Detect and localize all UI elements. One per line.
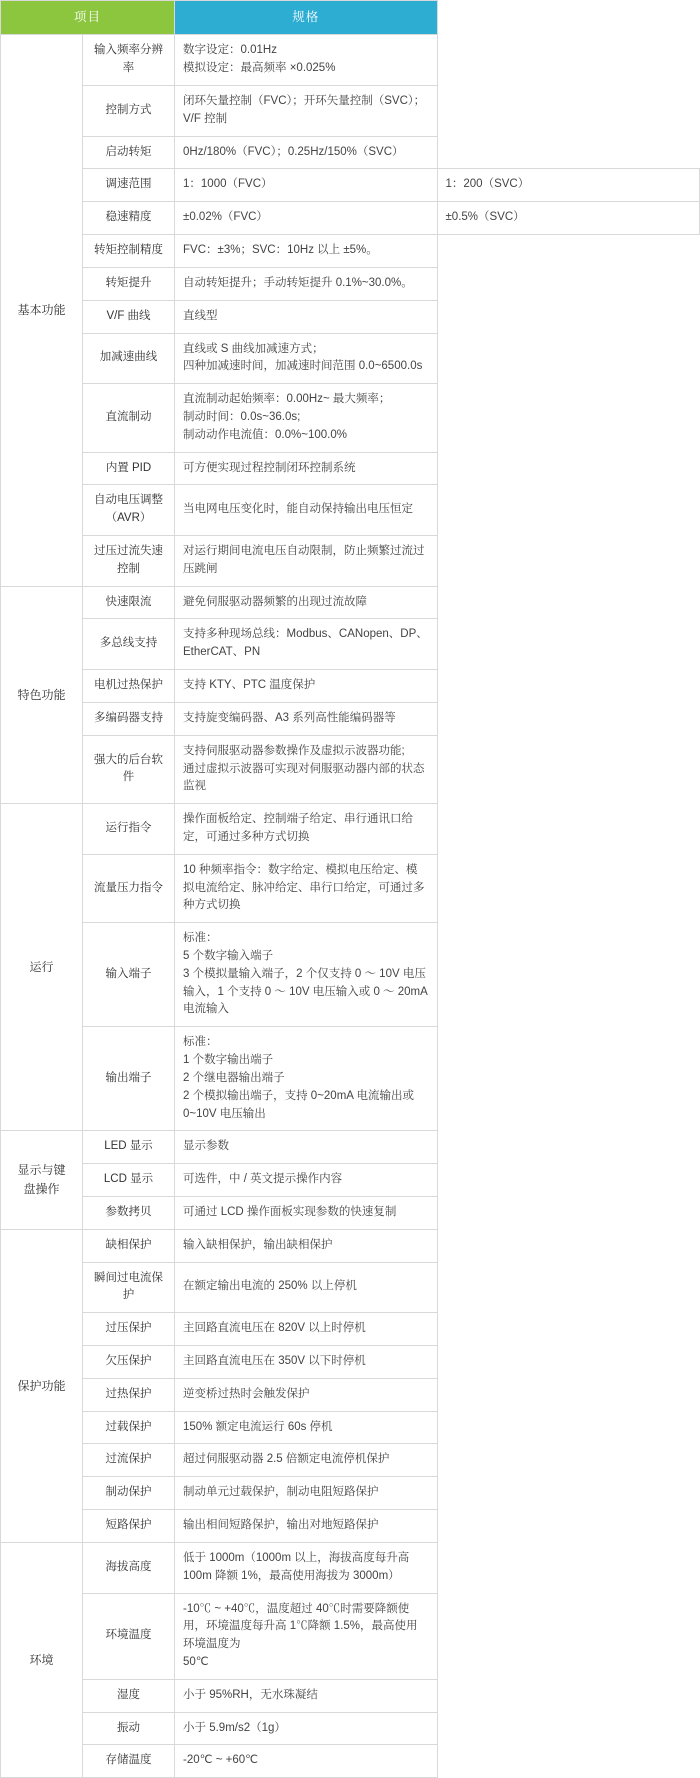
table-row xyxy=(1,1229,700,1262)
row-item-label: 输入频率分辨率 xyxy=(83,35,175,86)
row-value: 低于 1000m（1000m 以上，海拔高度每升高 100m 降额 1%，最高使用海拔为 3000m） xyxy=(175,1542,437,1593)
row-item-label: 输出端子 xyxy=(83,1027,175,1131)
table-row xyxy=(1,1542,700,1593)
row-value: 自动转矩提升；手动转矩提升 0.1%~30.0%。 xyxy=(175,267,437,300)
row-item-label: 电机过热保护 xyxy=(83,670,175,703)
group-label: 环境 xyxy=(1,1542,83,1777)
row-item-label: 强大的后台软件 xyxy=(83,735,175,803)
group-label: 特色功能 xyxy=(1,586,83,804)
table-row xyxy=(1,333,700,384)
table-row xyxy=(1,1346,700,1379)
row-item-label: 过流保护 xyxy=(83,1444,175,1477)
table-row xyxy=(1,235,700,268)
table-row xyxy=(1,202,700,235)
row-value: -10℃ ~ +40℃，温度超过 40℃时需要降额使用，环境温度每升高 1℃降额 1.5%，最高使用环境温度为 50℃ xyxy=(175,1593,437,1679)
row-value: 150% 额定电流运行 60s 停机 xyxy=(175,1411,437,1444)
row-value: 10 种频率指令：数字给定、模拟电压给定、模拟电流给定、脉冲给定、串行口给定，可通过多种方式切换 xyxy=(175,854,437,922)
group-label: 运行 xyxy=(1,804,83,1131)
table-row xyxy=(1,1745,700,1778)
row-value: FVC：±3%；SVC：10Hz 以上 ±5%。 xyxy=(175,235,437,268)
row-item-label: 快速限流 xyxy=(83,586,175,619)
table-row xyxy=(1,300,700,333)
row-item-label: 缺相保护 xyxy=(83,1229,175,1262)
row-value: 主回路直流电压在 350V 以下时停机 xyxy=(175,1346,437,1379)
row-value: 1：1000（FVC） xyxy=(175,169,437,202)
table-row xyxy=(1,86,700,137)
table-row xyxy=(1,136,700,169)
row-item-label: 稳速精度 xyxy=(83,202,175,235)
table-row xyxy=(1,267,700,300)
table-row xyxy=(1,384,700,452)
table-row xyxy=(1,619,700,670)
row-value: 输入缺相保护，输出缺相保护 xyxy=(175,1229,437,1262)
row-value: 支持旋变编码器、A3 系列高性能编码器等 xyxy=(175,702,437,735)
table-row xyxy=(1,1027,700,1131)
row-item-label: 启动转矩 xyxy=(83,136,175,169)
row-value-secondary: 1：200（SVC） xyxy=(437,169,700,202)
row-value: 对运行期间电流电压自动限制，防止频繁过流过压跳闸 xyxy=(175,536,437,587)
row-item-label: V/F 曲线 xyxy=(83,300,175,333)
row-item-label: 过热保护 xyxy=(83,1378,175,1411)
row-value: 输出相间短路保护，输出对地短路保护 xyxy=(175,1510,437,1543)
row-value: 标准： 5 个数字输入端子 3 个模拟量输入端子，2 个仅支持 0 ～ 10V 电压输入，1 个支持 0 ～ 10V 电压输入或 0 ～ 20mA 电流输入 xyxy=(175,923,437,1027)
row-item-label: 湿度 xyxy=(83,1679,175,1712)
table-row xyxy=(1,1510,700,1543)
table-row xyxy=(1,452,700,485)
row-value: 标准： 1 个数字输出端子 2 个继电器输出端子 2 个模拟输出端子，支持 0~20mA 电流输出或 0~10V 电压输出 xyxy=(175,1027,437,1131)
row-item-label: 环境温度 xyxy=(83,1593,175,1679)
row-item-label: LCD 显示 xyxy=(83,1164,175,1197)
row-item-label: 转矩提升 xyxy=(83,267,175,300)
header-spec: 规格 xyxy=(175,1,437,35)
row-value: ±0.02%（FVC） xyxy=(175,202,437,235)
group-label: 显示与键 盘操作 xyxy=(1,1131,83,1229)
row-item-label: 振动 xyxy=(83,1712,175,1745)
table-row xyxy=(1,1593,700,1679)
table-row xyxy=(1,586,700,619)
row-value: 制动单元过载保护，制动电阻短路保护 xyxy=(175,1477,437,1510)
row-value: 显示参数 xyxy=(175,1131,437,1164)
row-value: 避免伺服驱动器频繁的出现过流故障 xyxy=(175,586,437,619)
table-row xyxy=(1,923,700,1027)
row-value: 主回路直流电压在 820V 以上时停机 xyxy=(175,1313,437,1346)
row-item-label: 多总线支持 xyxy=(83,619,175,670)
row-item-label: 参数拷贝 xyxy=(83,1196,175,1229)
table-row xyxy=(1,35,700,86)
row-value-secondary: ±0.5%（SVC） xyxy=(437,202,700,235)
row-item-label: 控制方式 xyxy=(83,86,175,137)
table-row xyxy=(1,1679,700,1712)
table-header-row xyxy=(1,1,700,35)
row-value: 数字设定：0.01Hz 模拟设定：最高频率 ×0.025% xyxy=(175,35,437,86)
row-item-label: 短路保护 xyxy=(83,1510,175,1543)
row-value: 闭环矢量控制（FVC）；开环矢量控制（SVC）；V/F 控制 xyxy=(175,86,437,137)
row-item-label: 欠压保护 xyxy=(83,1346,175,1379)
row-item-label: 直流制动 xyxy=(83,384,175,452)
table-row xyxy=(1,1196,700,1229)
row-value: 支持伺服驱动器参数操作及虚拟示波器功能; 通过虚拟示波器可实现对伺服驱动器内部的状态监视 xyxy=(175,735,437,803)
row-value: 支持 KTY、PTC 温度保护 xyxy=(175,670,437,703)
header-item: 项目 xyxy=(1,1,175,35)
table-row xyxy=(1,536,700,587)
row-item-label: 调速范围 xyxy=(83,169,175,202)
row-item-label: 转矩控制精度 xyxy=(83,235,175,268)
row-value: 小于 95%RH，无水珠凝结 xyxy=(175,1679,437,1712)
row-item-label: 过压过流失速控制 xyxy=(83,536,175,587)
row-value: 0Hz/180%（FVC）；0.25Hz/150%（SVC） xyxy=(175,136,437,169)
row-value: 可通过 LCD 操作面板实现参数的快速复制 xyxy=(175,1196,437,1229)
row-item-label: 存储温度 xyxy=(83,1745,175,1778)
table-row xyxy=(1,854,700,922)
row-item-label: 运行指令 xyxy=(83,804,175,855)
row-item-label: 过载保护 xyxy=(83,1411,175,1444)
row-value: 直线型 xyxy=(175,300,437,333)
table-row xyxy=(1,702,700,735)
table-row xyxy=(1,169,700,202)
row-value: 操作面板给定、控制端子给定、串行通讯口给定，可通过多种方式切换 xyxy=(175,804,437,855)
group-label: 保护功能 xyxy=(1,1229,83,1542)
row-item-label: LED 显示 xyxy=(83,1131,175,1164)
row-value: 可选件，中 / 英文提示操作内容 xyxy=(175,1164,437,1197)
row-item-label: 过压保护 xyxy=(83,1313,175,1346)
row-value: 小于 5.9m/s2（1g） xyxy=(175,1712,437,1745)
table-row xyxy=(1,1477,700,1510)
table-row xyxy=(1,1262,700,1313)
table-body xyxy=(1,35,700,1778)
table-row xyxy=(1,735,700,803)
table-row xyxy=(1,1164,700,1197)
row-item-label: 输入端子 xyxy=(83,923,175,1027)
row-value: 当电网电压变化时，能自动保持输出电压恒定 xyxy=(175,485,437,536)
row-value: 可方便实现过程控制闭环控制系统 xyxy=(175,452,437,485)
row-item-label: 流量压力指令 xyxy=(83,854,175,922)
table-row xyxy=(1,1378,700,1411)
row-item-label: 海拔高度 xyxy=(83,1542,175,1593)
row-item-label: 内置 PID xyxy=(83,452,175,485)
row-value: 直线或 S 曲线加减速方式； 四种加减速时间，加减速时间范围 0.0~6500.0s xyxy=(175,333,437,384)
table-row xyxy=(1,1444,700,1477)
row-value: 支持多种现场总线：Modbus、CANopen、DP、EtherCAT、PN xyxy=(175,619,437,670)
table-row xyxy=(1,1131,700,1164)
row-item-label: 多编码器支持 xyxy=(83,702,175,735)
row-value: 逆变桥过热时会触发保护 xyxy=(175,1378,437,1411)
table-row xyxy=(1,1712,700,1745)
table-row xyxy=(1,1411,700,1444)
row-value: 超过伺服驱动器 2.5 倍额定电流停机保护 xyxy=(175,1444,437,1477)
row-item-label: 加减速曲线 xyxy=(83,333,175,384)
row-item-label: 制动保护 xyxy=(83,1477,175,1510)
table-row xyxy=(1,485,700,536)
table-row xyxy=(1,1313,700,1346)
group-label: 基本功能 xyxy=(1,35,83,586)
row-value: -20℃ ~ +60℃ xyxy=(175,1745,437,1778)
row-item-label: 自动电压调整 （AVR） xyxy=(83,485,175,536)
row-item-label: 瞬间过电流保护 xyxy=(83,1262,175,1313)
row-value: 在额定输出电流的 250% 以上停机 xyxy=(175,1262,437,1313)
table-row xyxy=(1,804,700,855)
table-row xyxy=(1,670,700,703)
row-value: 直流制动起始频率：0.00Hz~ 最大频率； 制动时间：0.0s~36.0s; 制动动作电流值：0.0%~100.0% xyxy=(175,384,437,452)
